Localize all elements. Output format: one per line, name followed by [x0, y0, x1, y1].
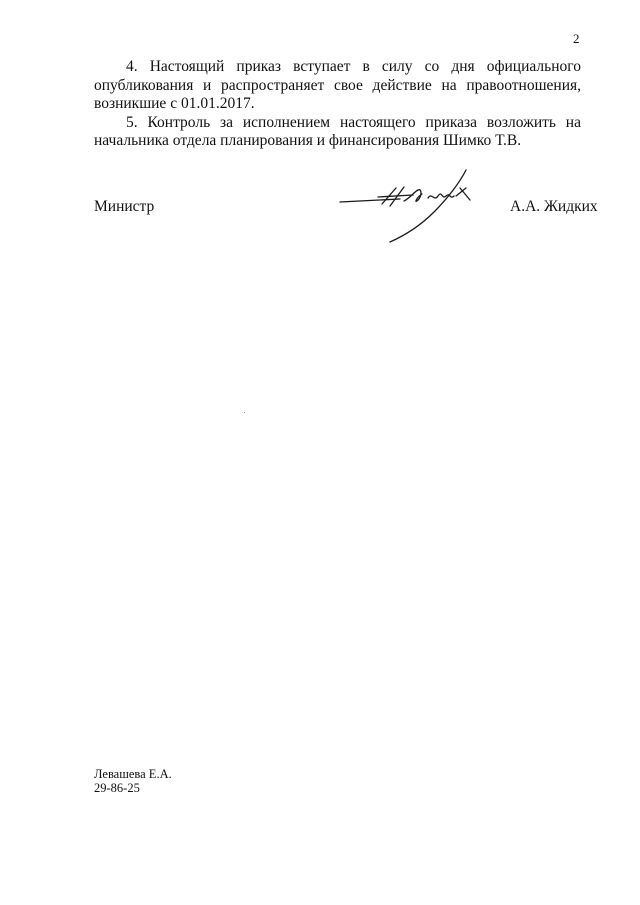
page-number: 2 — [573, 31, 580, 46]
signatory-title: Министр — [94, 198, 155, 215]
scan-speck — [244, 412, 245, 413]
footer-phone: 29-86-25 — [94, 781, 140, 795]
handwritten-signature — [338, 168, 488, 246]
footer-contact — [94, 767, 172, 795]
footer-author: Левашева Е.А. — [94, 767, 172, 781]
signatory-name: А.А. Жидких — [510, 198, 598, 215]
paragraph-5: 5. Контроль за исполнением настоящего приказа возложить на начальника отдела планирования и финансирования Шимко Т.В. — [94, 113, 581, 149]
paragraph-4: 4. Настоящий приказ вступает в силу со дня официального опубликования и распространяет свое действие на правоотношения, возникшие с 01.01.2017. — [94, 58, 581, 112]
document-body — [94, 58, 581, 151]
